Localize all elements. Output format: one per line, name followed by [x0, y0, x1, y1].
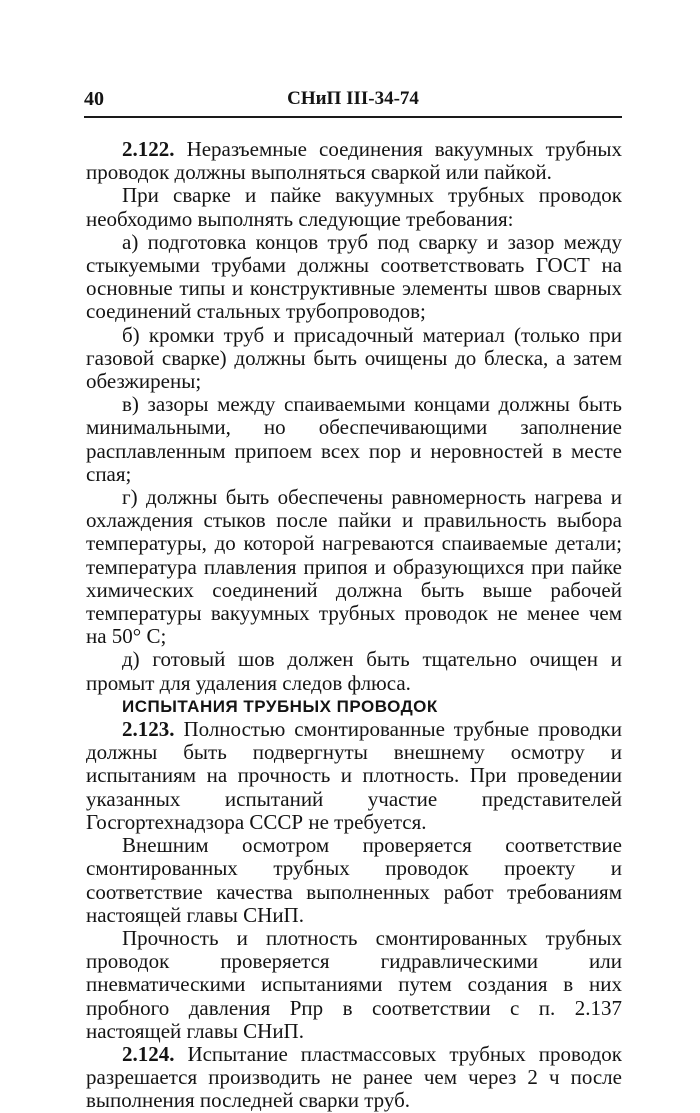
clause-number: 2.124.	[122, 1041, 175, 1066]
clause-2-123	[86, 718, 622, 834]
clause-number: 2.123.	[122, 717, 175, 742]
header-rule	[84, 116, 622, 118]
running-title: СНиП III-34-74	[287, 88, 419, 109]
clause-intro: При сварке и пайке вакуумных трубных проводок необходимо выполнять следующие требования:	[86, 183, 622, 231]
section-heading: ИСПЫТАНИЯ ТРУБНЫХ ПРОВОДОК	[122, 696, 438, 716]
list-item-b: б) кромки труб и присадочный материал (только при газовой сварке) должны быть очищены до блеска, а затем обезжирены;	[86, 322, 622, 394]
clause-2-122	[86, 138, 622, 184]
clause-paragraph: Внешним осмотром проверяется соответствие смонтированных трубных проводок проекту и соответствие качества выполненных работ требованиям настоящей главы СНиП.	[86, 833, 622, 927]
clause-text: Испытание пластмассовых трубных проводок разрешается производить не ранее чем через 2 ч после выполнения последней сварки труб.	[86, 1041, 622, 1113]
list-item-v: в) зазоры между спаиваемыми концами должны быть минимальными, но обеспечивающими заполнение расплавленным припоем всех пор и неровностей в месте спая;	[86, 392, 622, 486]
clause-number: 2.122.	[122, 137, 175, 161]
list-item-g: г) должны быть обеспечены равномерность нагрева и охлаждения стыков после пайки и правильность выбора температуры, до которой нагреваются спаиваемые детали; температура плавления припоя и образующихся при пайке химических соединений должна быть выше рабочей температуры вакуумных трубных проводок не менее чем на 50° С;	[86, 485, 622, 649]
list-item-a: а) подготовка концов труб под сварку и зазор между стыкуемыми трубами должны соответствовать ГОСТ на основные типы и конструктивные элементы швов сварных соединений стальных трубопроводов;	[86, 229, 622, 324]
page-number: 40	[84, 88, 104, 110]
clause-text: Полностью смонтированные трубные проводки должны быть подвергнуты внешнему осмотру и испытаниям на прочность и плотность. При проведении указанных испытаний участие представителей Госгортехнадзора СССР не требуется.	[86, 717, 623, 834]
page-body	[86, 138, 622, 1113]
clause-2-124	[86, 1043, 622, 1113]
clause-paragraph: Прочность и плотность смонтированных трубных проводок проверяется гидравлическими или пневматическими испытаниями путем создания в них пробного давления Pпр в соответствии с п. 2.137 настоящей главы СНиП.	[86, 925, 622, 1043]
list-item-d: д) готовый шов должен быть тщательно очищен и промыт для удаления следов флюса.	[86, 647, 622, 695]
page-header	[84, 88, 622, 114]
clause-text: Неразъемные соединения вакуумных трубных проводок должны выполняться сваркой или пайкой.	[86, 137, 622, 185]
